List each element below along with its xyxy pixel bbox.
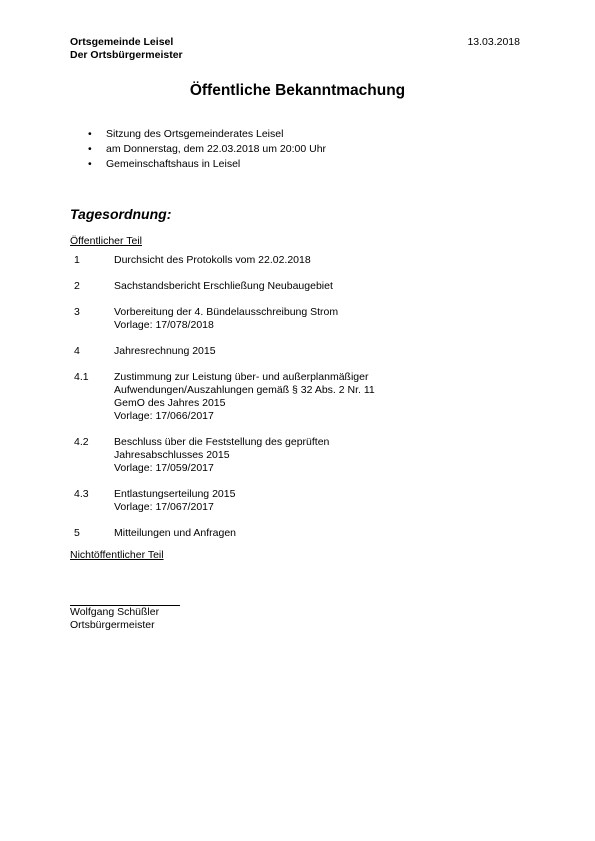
agenda-item-text	[114, 345, 514, 358]
agenda-item-line: Beschluss über die Feststellung des geprüften	[114, 436, 330, 448]
agenda-item	[74, 371, 514, 423]
signature-block	[70, 606, 159, 632]
agenda-item	[74, 436, 514, 475]
agenda-item-line: Mitteilungen und Anfragen	[114, 527, 237, 539]
list-item	[88, 157, 326, 172]
page-title: Öffentliche Bekanntmachung	[189, 82, 406, 99]
agenda-item-text	[114, 280, 514, 293]
agenda-item	[74, 527, 514, 540]
agenda-item-number: 2	[74, 280, 80, 292]
agenda-item-line: Vorlage: 17/067/2017	[114, 501, 214, 513]
nonpublic-section-label: Nichtöffentlicher Teil	[70, 549, 164, 561]
list-item-text: Gemeinschaftshaus in Leisel	[106, 158, 241, 170]
agenda-item-line: Vorlage: 17/066/2017	[114, 410, 214, 422]
org-office: Der Ortsbürgermeister	[70, 49, 183, 61]
agenda-item-number: 1	[74, 254, 80, 266]
agenda-item	[74, 488, 514, 514]
agenda-item-line: Zustimmung zur Leistung über- und außerplanmäßiger	[114, 371, 369, 383]
agenda-item-line: Vorbereitung der 4. Bündelausschreibung Strom	[114, 306, 339, 318]
bullet-icon: •	[88, 158, 92, 170]
agenda-item	[74, 345, 514, 358]
agenda-item-number: 4.3	[74, 488, 89, 500]
agenda-item	[74, 280, 514, 293]
agenda-item-number: 4	[74, 345, 80, 357]
org-name: Ortsgemeinde Leisel	[70, 36, 174, 48]
agenda-item-number: 3	[74, 306, 80, 318]
agenda-item-number: 4.2	[74, 436, 89, 448]
list-item-text: am Donnerstag, dem 22.03.2018 um 20:00 Uhr	[106, 143, 327, 155]
signer-name: Wolfgang Schüßler	[70, 606, 160, 618]
agenda-item-number: 5	[74, 527, 80, 539]
bullet-icon: •	[88, 143, 92, 155]
agenda-item-line: Vorlage: 17/059/2017	[114, 462, 214, 474]
header-organization	[70, 36, 183, 62]
meeting-details-list	[88, 127, 326, 172]
agenda-item-number: 4.1	[74, 371, 89, 383]
agenda-item-line: Vorlage: 17/078/2018	[114, 319, 214, 331]
agenda-heading: Tagesordnung:	[70, 206, 172, 222]
agenda-item-text	[114, 436, 514, 475]
agenda-item-text	[114, 527, 514, 540]
list-item	[88, 142, 326, 157]
agenda-item	[74, 254, 514, 267]
agenda-item	[74, 306, 514, 332]
public-section-label: Öffentlicher Teil	[70, 235, 142, 247]
agenda-item-line: Entlastungserteilung 2015	[114, 488, 236, 500]
signer-role: Ortsbürgermeister	[70, 619, 155, 631]
agenda-item-line: GemO des Jahres 2015	[114, 397, 226, 409]
agenda-item-line: Aufwendungen/Auszahlungen gemäß § 32 Abs. 2 Nr. 11	[114, 384, 375, 396]
list-item	[88, 127, 326, 142]
agenda-item-text	[114, 488, 514, 514]
agenda-item-text	[114, 254, 514, 267]
bullet-icon: •	[88, 128, 92, 140]
agenda-item-line: Jahresrechnung 2015	[114, 345, 216, 357]
agenda-item-line: Sachstandsbericht Erschließung Neubaugebiet	[114, 280, 333, 292]
list-item-text: Sitzung des Ortsgemeinderates Leisel	[106, 128, 284, 140]
agenda-item-text	[114, 371, 514, 423]
agenda-items	[74, 254, 514, 553]
document-date: 13.03.2018	[467, 36, 520, 48]
agenda-item-line: Jahresabschlusses 2015	[114, 449, 230, 461]
agenda-item-line: Durchsicht des Protokolls vom 22.02.2018	[114, 254, 311, 266]
agenda-item-text	[114, 306, 514, 332]
